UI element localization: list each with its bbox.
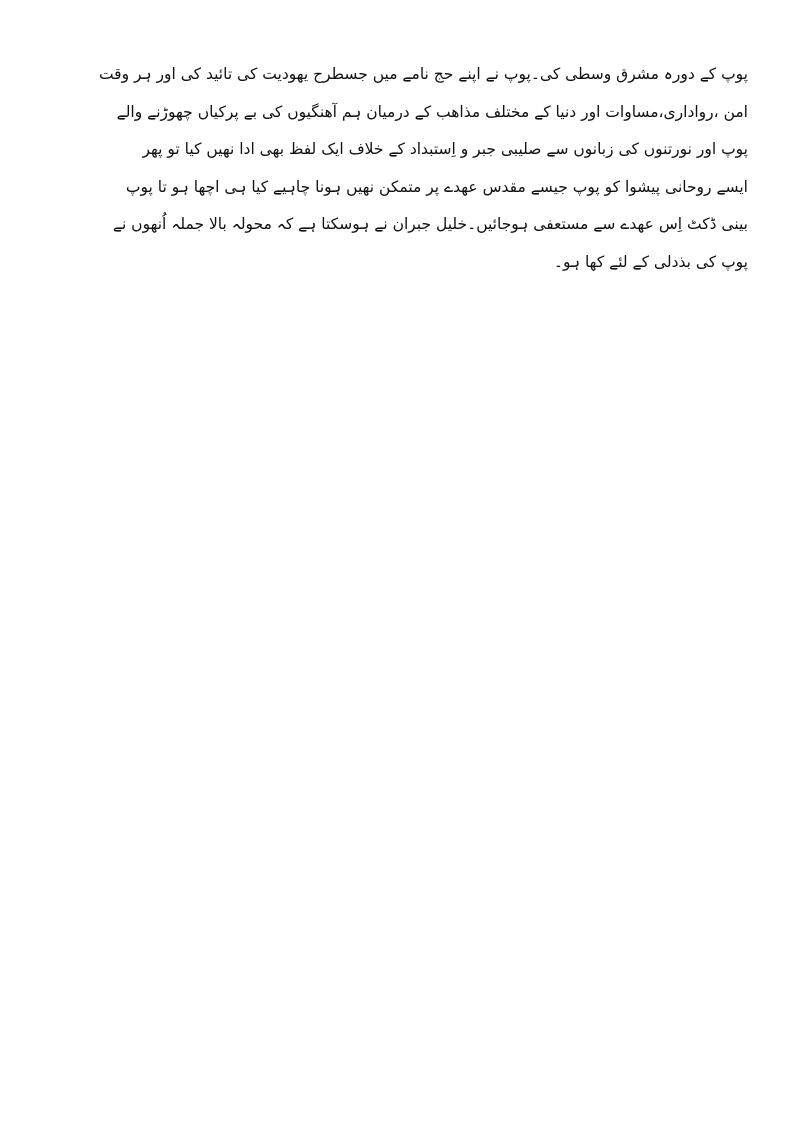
urdu-paragraph (58, 56, 748, 281)
paragraph-line-6: پوپ کی بذدلی کے لئے کھا ہو۔ (553, 252, 748, 271)
paragraph-line-4: ایسے روحانی پیشوا کو پوپ جیسے مقدس عھدے پر متمکن نھیں ہونا چاہیے کیا ہی اچھا ہو تا پوپ (125, 177, 748, 196)
paragraph-line-5: بینی ڈکٹ اِس عھدے سے مستعفی ہوجائیں۔خلیل جبران نے ہوسکتا ہے کہ محولہ بالا جملہ اُنھوں نے (112, 215, 748, 233)
paragraph-line-1: پوپ کے دورہ مشرق وسطی کی۔پوپ نے اپنے حج نامے میں جسطرح یھودیت کی تائید کی اور ہر وقت (98, 65, 748, 83)
paragraph-line-3: پوپ اور نورتنوں کی زبانوں سے صلیبی جبر و اِستبداد کے خلاف ایک لفظ بھی ادا نھیں کیا تو پھر (142, 140, 748, 158)
paragraph-line-2: امن ،رواداری،مساوات اور دنیا کے مختلف مذاھب کے درمیان ہم آھنگیوں کی بے پرکیاں چھوڑنے والے (116, 102, 748, 121)
